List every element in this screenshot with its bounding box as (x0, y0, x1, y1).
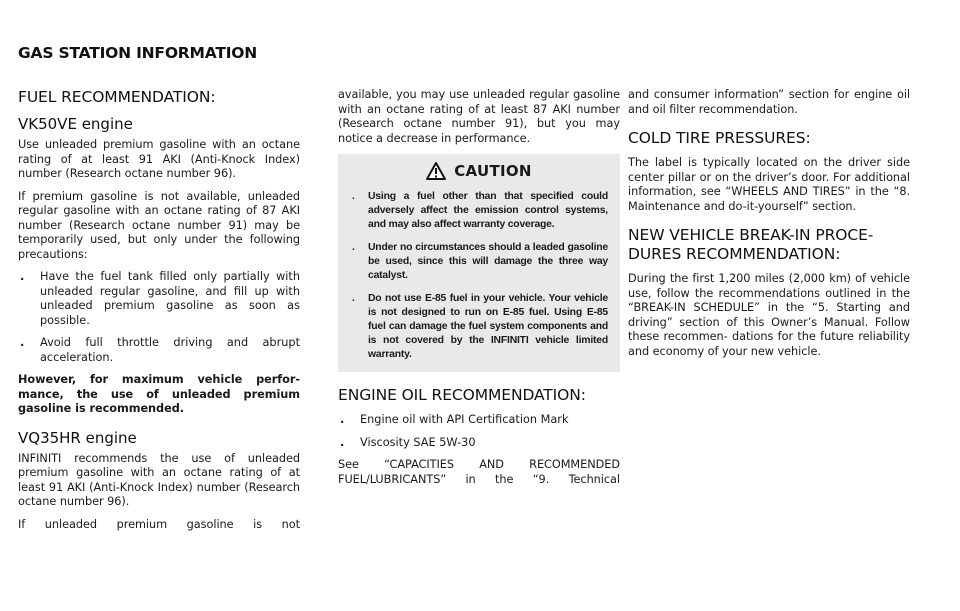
paragraph: and consumer information” section for engine oil and oil filter recommendation. (628, 88, 910, 116)
bullet-icon: . (340, 413, 345, 426)
emphasis-paragraph: However, for maximum vehicle perfor- mance, the use of unleaded premium gasoline is recommended. (18, 373, 300, 415)
bullet-icon: . (352, 191, 355, 202)
bullet-icon: . (340, 435, 345, 449)
paragraph: INFINITI recommends the use of unleaded premium gasoline with an octane rating of at least 91 AKI (Anti-Knock Index) number (Research octane number 96). (18, 451, 300, 508)
paragraph: If premium gasoline is not available, unleaded regular gasoline with an octane rating of 87 AKI number (Research octane number 91) may be temporarily used, but only under the following precautions: (18, 189, 300, 261)
list-item (338, 436, 620, 451)
paragraph: available, you may use unleaded regular gasoline with an octane rating of at least 87 AKI number (Research octane number 91), but you may notice a decrease in performance. (338, 88, 620, 145)
fuel-recommendation-heading: FUEL RECOMMENDATION: (18, 88, 216, 106)
bullet-icon: . (352, 293, 355, 304)
break-in-heading-line-1: NEW VEHICLE BREAK-IN PROCE- (628, 226, 874, 244)
paragraph: See “CAPACITIES AND RECOMMENDED FUEL/LUBRICANTS” in the “9. Technical (338, 458, 620, 486)
paragraph: During the first 1,200 miles (2,000 km) of vehicle use, follow the recommendations outlined in the “BREAK-IN SCHEDULE” in the “5. Starting and driving” section of this Owner’s Manual. Follow these recommen- dations for the future reliability and economy of your new vehicle. (628, 272, 910, 358)
paragraph: The label is typically located on the driver side center pillar or on the driver’s door. For additional information, see “WHEELS AND TIRES” in the “8. Maintenance and do-it-yourself” section. (628, 156, 910, 213)
caution-item (350, 292, 608, 362)
cold-tire-pressures-heading: COLD TIRE PRESSURES: (628, 129, 811, 147)
paragraph: If unleaded premium gasoline is not (18, 517, 300, 531)
caution-item (350, 241, 608, 283)
caution-title: CAUTION (454, 162, 532, 180)
list-item-text: Avoid full throttle driving and abrupt acceleration. (40, 336, 300, 364)
engine-oil-heading: ENGINE OIL RECOMMENDATION: (338, 386, 586, 404)
page-header: GAS STATION INFORMATION (18, 44, 258, 62)
column-2 (338, 88, 620, 495)
caution-item (350, 190, 608, 232)
caution-item-text: Under no circumstances should a leaded gasoline be used, since this will damage the three way catalyst. (368, 242, 608, 281)
list-item-text: Have the fuel tank filled only partially with unleaded regular gasoline, and fill up with unleaded premium gasoline as soon as possible. (40, 270, 300, 327)
caution-header (350, 162, 608, 180)
vk50ve-heading: VK50VE engine (18, 115, 133, 133)
bullet-icon: . (20, 270, 25, 283)
vq35hr-heading: VQ35HR engine (18, 428, 137, 447)
break-in-heading-line-2: DURES RECOMMENDATION: (628, 245, 841, 263)
warning-icon (426, 162, 446, 180)
caution-item-text: Do not use E-85 fuel in your vehicle. Your vehicle is not designed to run on E-85 fuel. Using E-85 fuel can damage the fuel system components and is not covered by the INFINITI vehicle limited warranty. (368, 293, 608, 360)
column-1 (18, 88, 300, 540)
bullet-icon: . (352, 242, 355, 253)
list-item (18, 336, 300, 365)
caution-box (338, 154, 620, 372)
list-item (338, 413, 620, 428)
list-item-text: Engine oil with API Certification Mark (360, 413, 569, 426)
column-3 (628, 88, 910, 367)
paragraph: Use unleaded premium gasoline with an octane rating of at least 91 AKI (Anti-Knock Index) number (Research octane number 96). (18, 138, 300, 180)
caution-item-text: Using a fuel other than that specified could adversely affect the emission control systems, and may also affect warranty coverage. (368, 191, 608, 230)
list-item (18, 270, 300, 328)
break-in-heading (628, 226, 910, 264)
bullet-icon: . (20, 336, 25, 349)
list-item-text: Viscosity SAE 5W-30 (360, 435, 476, 449)
